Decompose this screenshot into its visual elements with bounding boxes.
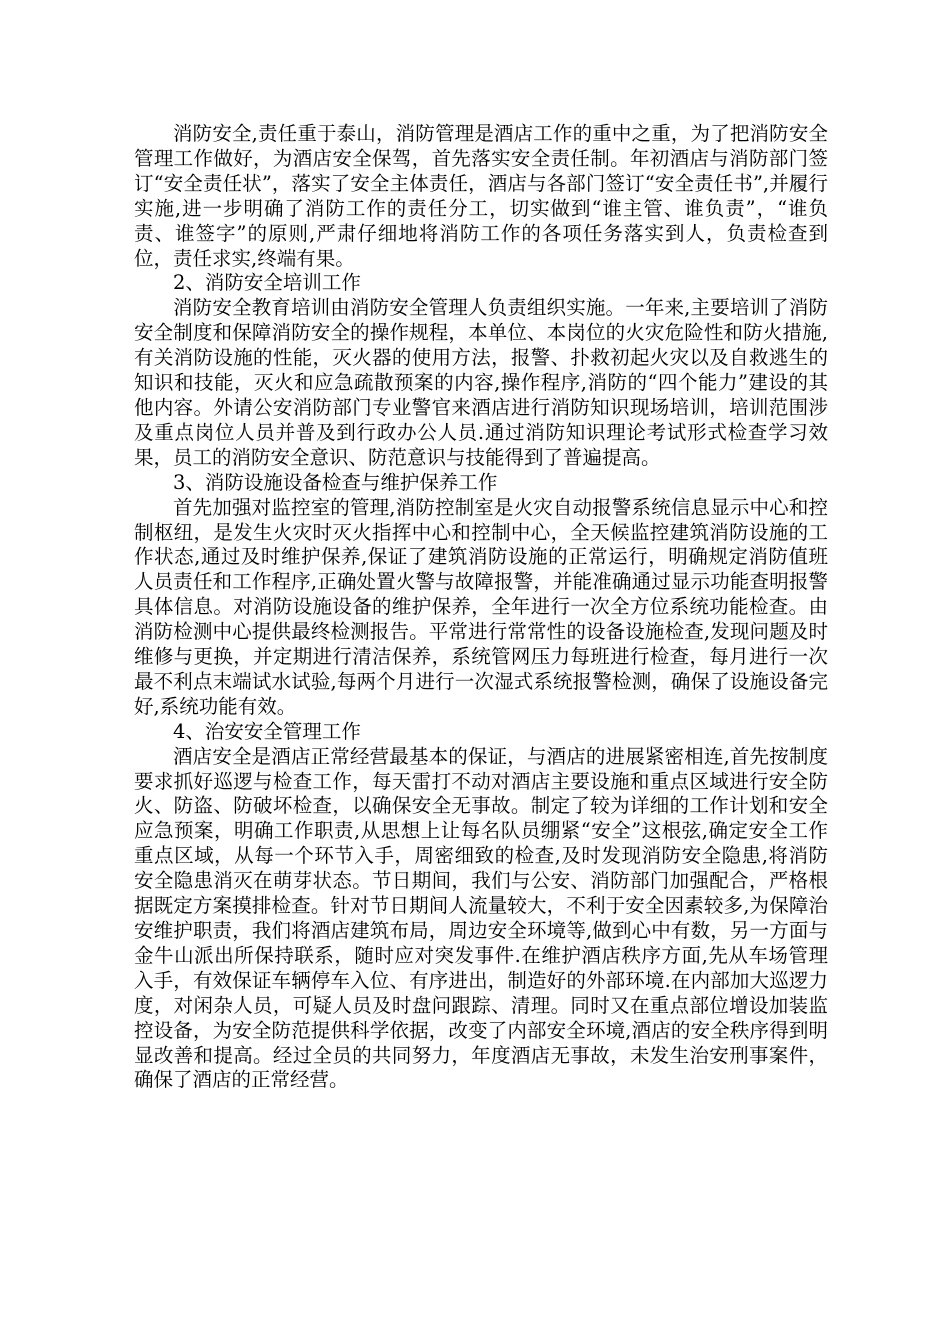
paragraph-facilities: 首先加强对监控室的管理,消防控制室是火灾自动报警系统信息显示中心和控制枢纽，是发生火灾时灭火指挥中心和控制中心，全天候监控建筑消防设施的工作状态,通过及时维护保养,保证了建筑消防设施的正常运行，明确规定消防值班人员责任和工作程序,正确处置火警与故障报警，并能准确通过显示功能查明报警具体信息。对消防设施设备的维护保养，全年进行一次全方位系统功能检查。由消防检测中心提供最终检测报告。平常进行常常性的设备设施检查,发现问题及时维修与更换，并定期进行清洁保养，系统管网压力每班进行检查，每月进行一次最不利点末端试水试验,每两个月进行一次湿式系统报警检测，确保了设施设备完好,系统功能有效。 bbox=[134, 495, 828, 718]
paragraph-security: 酒店安全是酒店正常经营最基本的保证，与酒店的进展紧密相连,首先按制度要求抓好巡逻与检查工作，每天雷打不动对酒店主要设施和重点区域进行安全防火、防盗、防破坏检查，以确保安全无事故。制定了较为详细的工作计划和安全应急预案，明确工作职责,从思想上让每名队员绷紧“安全”这根弦,确定安全工作重点区域，从每一个环节入手，周密细致的检查,及时发现消防安全隐患,将消防安全隐患消灭在萌芽状态。节日期间，我们与公安、消防部门加强配合，严格根据既定方案摸排检查。针对节日期间人流量较大，不利于安全因素较多,为保障治安维护职责，我们将酒店建筑布局，周边安全环境等,做到心中有数，另一方面与金牛山派出所保持联系，随时应对突发事件.在维护酒店秩序方面,先从车场管理入手，有效保证车辆停车入位、有序进出，制造好的外部环境.在内部加大巡逻力度，对闲杂人员，可疑人员及时盘问跟踪、清理。同时又在重点部位增设加装监控设备，为安全防范提供科学依据，改变了内部安全环境,酒店的安全秩序得到明显改善和提高。经过全员的共同努力，年度酒店无事故，未发生治安刑事案件，确保了酒店的正常经营。 bbox=[134, 744, 828, 1092]
section-heading-training: 2、消防安全培训工作 bbox=[173, 271, 361, 295]
paragraph-training: 消防安全教育培训由消防安全管理人负责组织实施。一年来,主要培训了消防安全制度和保障消防安全的操作规程，本单位、本岗位的火灾危险性和防火措施,有关消防设施的性能，灭火器的使用方法，报警、扑救初起火灾以及自救逃生的知识和技能，灭火和应急疏散预案的内容,操作程序,消防的“四个能力”建设的其他内容。外请公安消防部门专业警官来酒店进行消防知识现场培训，培训范围涉及重点岗位人员并普及到行政办公人员.通过消防知识理论考试形式检查学习效果，员工的消防安全意识、防范意识与技能得到了普遍提高。 bbox=[134, 296, 828, 469]
paragraph-responsibility: 消防安全,责任重于泰山，消防管理是酒店工作的重中之重，为了把消防安全管理工作做好，为酒店安全保驾，首先落实安全责任制。年初酒店与消防部门签订“安全责任状”，落实了安全主体责任，酒店与各部门签订“安全责任书”,并履行实施,进一步明确了消防工作的责任分工，切实做到“谁主管、谁负责”，“谁负责、谁签字”的原则,严肃仔细地将消防工作的各项任务落实到人，负责检查到位，责任求实,终端有果。 bbox=[134, 122, 828, 270]
section-heading-security: 4、治安安全管理工作 bbox=[173, 719, 361, 743]
section-heading-facilities: 3、消防设施设备检查与维护保养工作 bbox=[173, 470, 498, 494]
document-body bbox=[134, 122, 828, 1093]
